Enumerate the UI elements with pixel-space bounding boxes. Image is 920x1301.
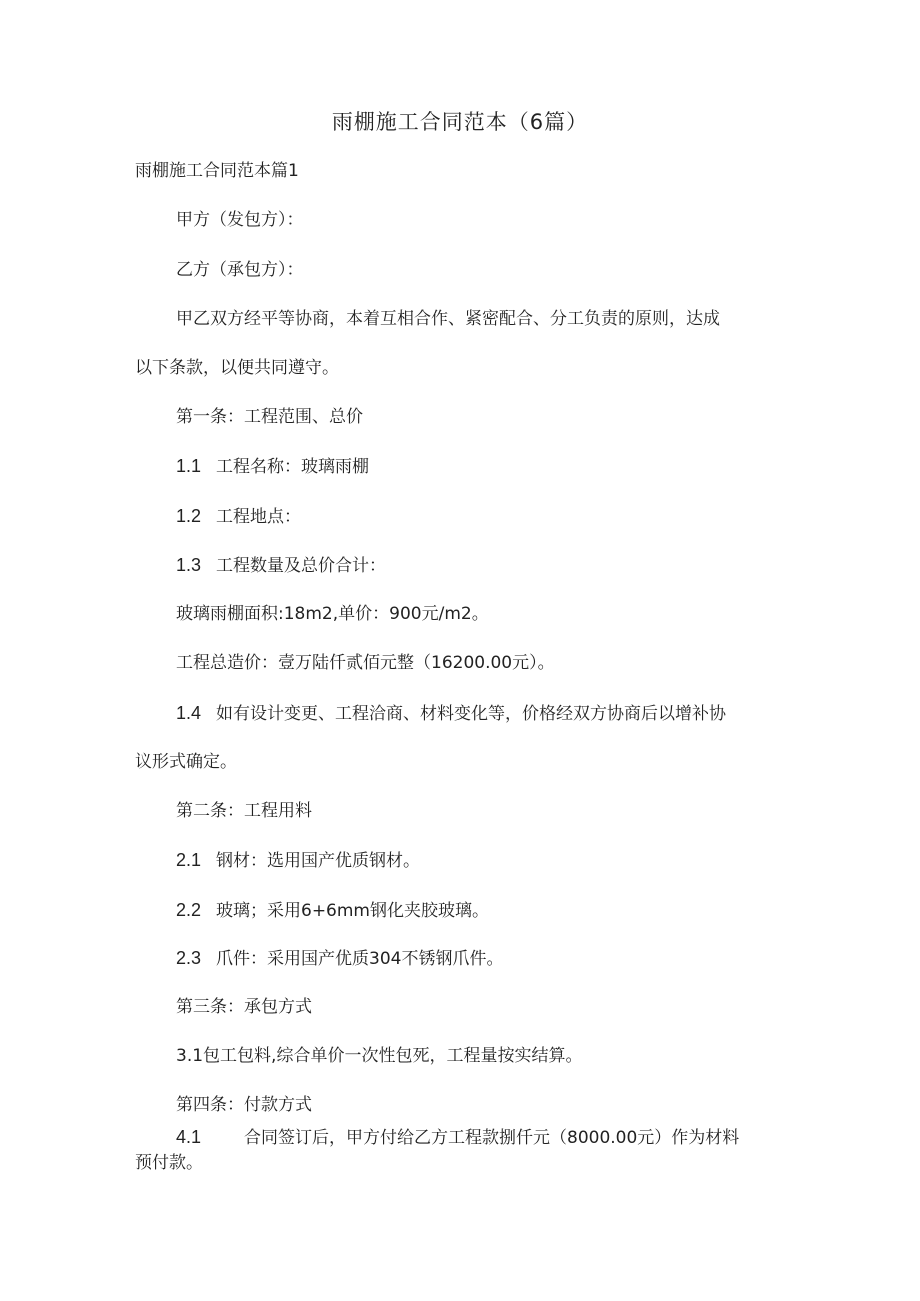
item-text: 工程名称：玻璃雨棚 bbox=[216, 457, 369, 477]
item-number: 1.2 bbox=[176, 506, 202, 526]
item-text: 玻璃；采用6+6mm钢化夹胶玻璃。 bbox=[216, 901, 489, 921]
item-4-1 bbox=[176, 1124, 739, 1151]
item-1-2 bbox=[176, 503, 301, 530]
item-text: 爪件：采用国产优质304不锈钢爪件。 bbox=[216, 949, 504, 969]
item-number: 4.1 bbox=[176, 1127, 202, 1147]
item-1-1 bbox=[176, 453, 369, 480]
item-text: 如有设计变更、工程洽商、材料变化等，价格经双方协商后以增补协 bbox=[216, 704, 726, 724]
item-number: 2.1 bbox=[176, 850, 202, 870]
item-text: 工程数量及总价合计： bbox=[216, 556, 386, 576]
item-text: 工程地点： bbox=[216, 507, 301, 527]
item-3-1: 3.1包工包料,综合单价一次性包死，工程量按实结算。 bbox=[176, 1046, 583, 1066]
item-2-3 bbox=[176, 945, 503, 972]
item-number: 1.1 bbox=[176, 456, 202, 476]
document-title: 雨棚施工合同范本（6篇） bbox=[331, 110, 589, 134]
item-text: 合同签订后，甲方付给乙方工程款捌仟元（8000.00元）作为材料 bbox=[244, 1128, 740, 1148]
intro-paragraph-line1: 甲乙双方经平等协商，本着互相合作、紧密配合、分工负责的原则，达成 bbox=[176, 309, 720, 329]
item-text: 钢材：选用国产优质钢材。 bbox=[216, 851, 420, 871]
article-3-title: 第三条：承包方式 bbox=[176, 997, 312, 1017]
article-4-title: 第四条：付款方式 bbox=[176, 1095, 312, 1115]
article-1-title: 第一条：工程范围、总价 bbox=[176, 407, 363, 427]
intro-paragraph-line2: 以下条款，以便共同遵守。 bbox=[135, 358, 339, 378]
item-1-4-continuation: 议形式确定。 bbox=[135, 752, 237, 772]
item-4-1-continuation: 预付款。 bbox=[135, 1153, 203, 1173]
item-number: 2.2 bbox=[176, 900, 202, 920]
item-2-1 bbox=[176, 847, 420, 874]
party-a-line: 甲方（发包方）： bbox=[176, 210, 304, 230]
item-1-4 bbox=[176, 700, 726, 727]
item-number: 1.3 bbox=[176, 555, 202, 575]
party-b-line: 乙方（承包方）： bbox=[176, 260, 304, 280]
total-price-line: 工程总造价：壹万陆仟贰佰元整（16200.00元）。 bbox=[176, 653, 555, 673]
item-number: 2.3 bbox=[176, 948, 202, 968]
article-2-title: 第二条：工程用料 bbox=[176, 801, 312, 821]
item-1-3 bbox=[176, 552, 386, 579]
area-price-line: 玻璃雨棚面积:18m2,单价：900元/m2。 bbox=[176, 604, 489, 624]
item-number: 1.4 bbox=[176, 703, 202, 723]
section-heading: 雨棚施工合同范本篇1 bbox=[135, 161, 299, 181]
item-2-2 bbox=[176, 897, 489, 924]
